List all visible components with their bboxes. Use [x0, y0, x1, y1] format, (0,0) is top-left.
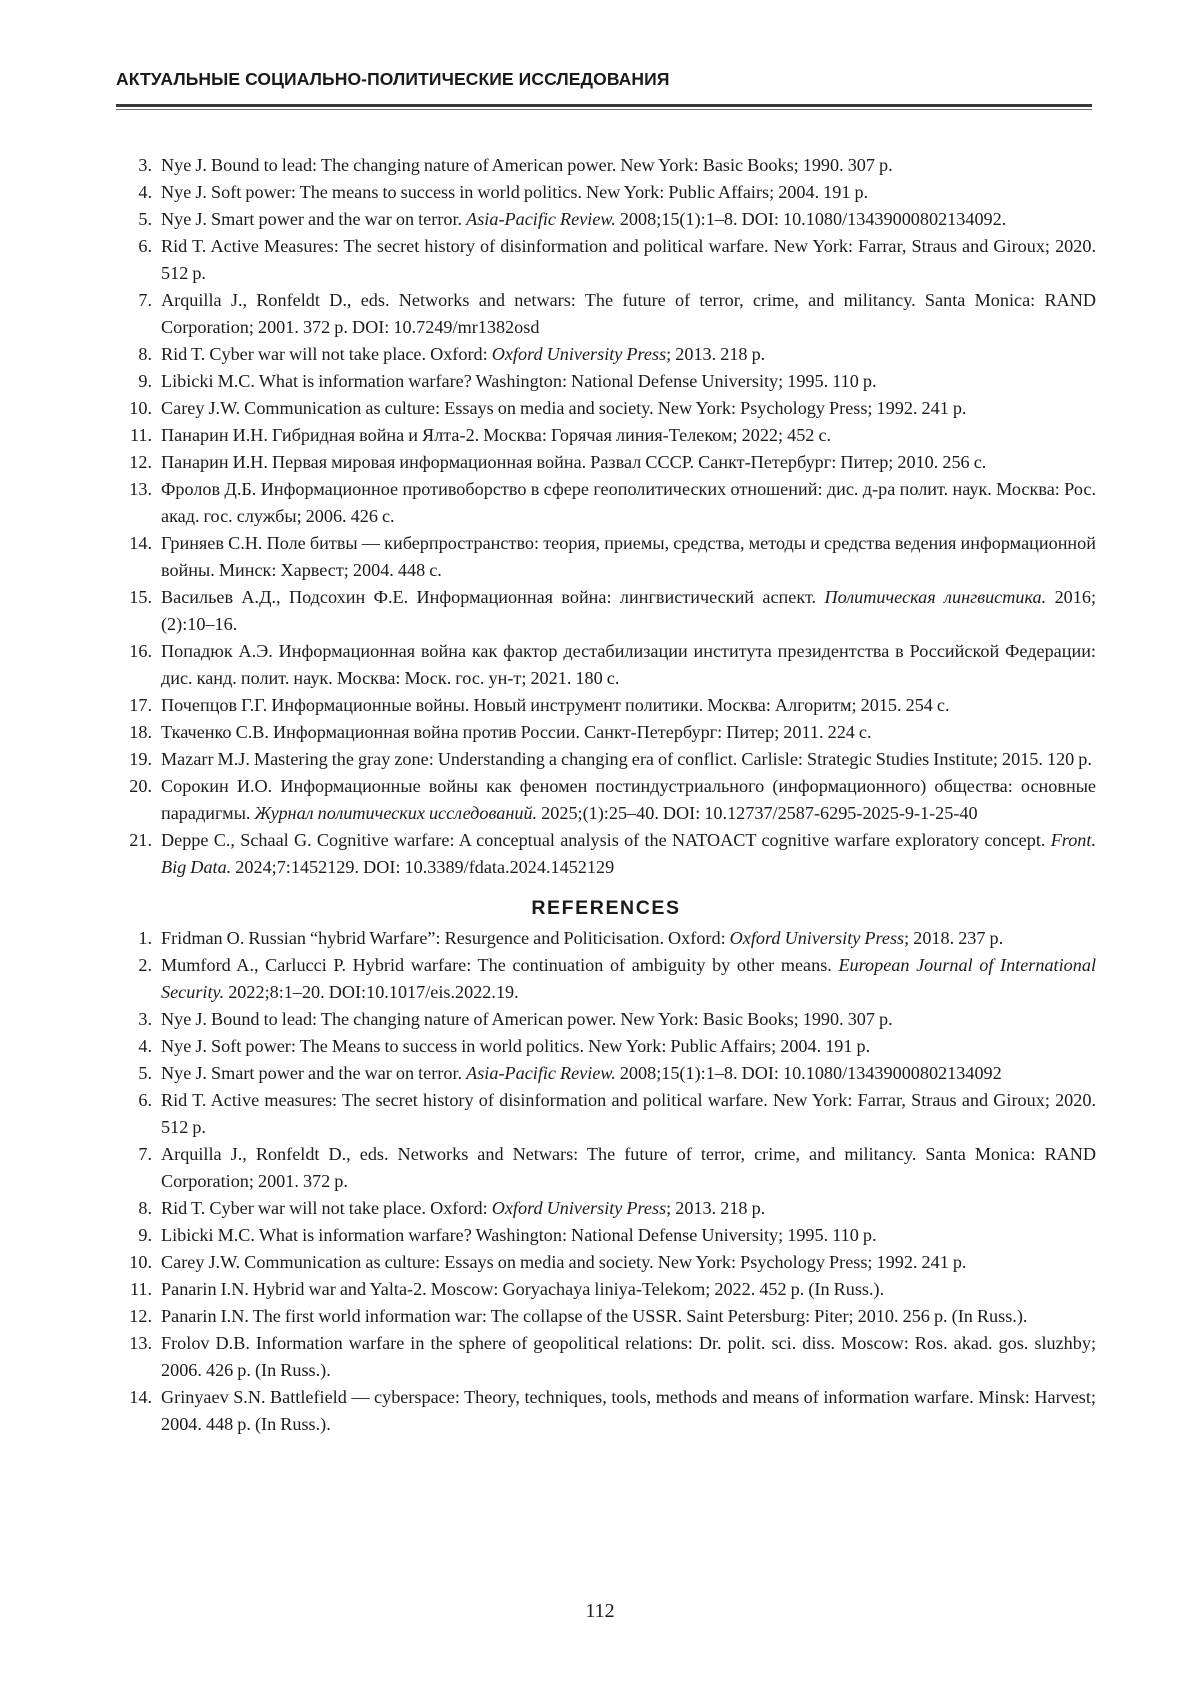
reference-text: Nye J. Bound to lead: The changing nature of American power. New York: Basic Books; 1990. 307 p.	[161, 155, 893, 175]
reference-text: 2024;7:1452129. DOI: 10.3389/fdata.2024.1452129	[231, 857, 614, 877]
reference-text: Carey J.W. Communication as culture: Essays on media and society. New York: Psychology Press; 1992. 241 p.	[161, 398, 966, 418]
reference-item	[116, 827, 1096, 881]
journal-title: АКТУАЛЬНЫЕ СОЦИАЛЬНО-ПОЛИТИЧЕСКИЕ ИССЛЕДОВАНИЯ	[116, 68, 1092, 90]
reference-text: ; 2013. 218 p.	[666, 1198, 765, 1218]
reference-text: Arquilla J., Ronfeldt D., eds. Networks and netwars: The future of terror, crime, and militancy. Santa Monica: RAND Corporation; 2001. 372 p. DOI: 10.7249/mr1382osd	[161, 290, 1096, 337]
reference-number: 19.	[116, 746, 152, 773]
reference-number: 15.	[116, 584, 152, 611]
reference-number: 7.	[116, 1141, 152, 1168]
reference-number: 13.	[116, 476, 152, 503]
reference-text: Попадюк А.Э. Информационная война как фактор дестабилизации института президентства в Российской Федерации: дис. канд. полит. наук. Москва: Моск. гос. ун-т; 2021. 180 с.	[161, 641, 1096, 688]
reference-text: ; 2018. 237 p.	[904, 928, 1003, 948]
reference-item	[116, 1141, 1096, 1195]
page-number: 112	[0, 1600, 1200, 1623]
reference-number: 14.	[116, 530, 152, 557]
reference-text: 2008;15(1):1–8. DOI: 10.1080/13439000802134092	[616, 1063, 1002, 1083]
reference-item	[116, 1195, 1096, 1222]
reference-text: 2016;(2):10–16.	[161, 587, 1096, 634]
reference-text: Rid T. Cyber war will not take place. Oxford:	[161, 1198, 492, 1218]
reference-number: 2.	[116, 952, 152, 979]
reference-source-title: Журнал политических исследований.	[255, 803, 538, 823]
reference-item	[116, 287, 1096, 341]
reference-number: 3.	[116, 1006, 152, 1033]
reference-item	[116, 1060, 1096, 1087]
reference-source-title: European Journal of International Security.	[161, 955, 1096, 1002]
reference-text: Rid T. Active measures: The secret history of disinformation and political warfare. New York: Farrar, Straus and Giroux; 2020. 512 p.	[161, 1090, 1096, 1137]
reference-text: Панарин И.Н. Гибридная война и Ялта-2. Москва: Горячая линия-Телеком; 2022; 452 с.	[161, 425, 831, 445]
header-rule-thin	[116, 109, 1092, 110]
reference-item	[116, 1384, 1096, 1438]
reference-number: 20.	[116, 773, 152, 800]
reference-item	[116, 368, 1096, 395]
reference-number: 21.	[116, 827, 152, 854]
reference-text: Почепцов Г.Г. Информационные войны. Новый инструмент политики. Москва: Алгоритм; 2015. 254 с.	[161, 695, 950, 715]
reference-item	[116, 449, 1096, 476]
reference-item	[116, 1330, 1096, 1384]
reference-number: 5.	[116, 1060, 152, 1087]
reference-item	[116, 1276, 1096, 1303]
reference-item	[116, 476, 1096, 530]
reference-number: 9.	[116, 1222, 152, 1249]
reference-number: 4.	[116, 179, 152, 206]
reference-source-title: Asia-Pacific Review.	[466, 209, 616, 229]
reference-item	[116, 584, 1096, 638]
reference-text: Васильев А.Д., Подсохин Ф.Е. Информационная война: лингвистический аспект.	[161, 587, 824, 607]
reference-item	[116, 1087, 1096, 1141]
reference-number: 11.	[116, 422, 152, 449]
reference-item	[116, 719, 1096, 746]
reference-item	[116, 952, 1096, 1006]
reference-number: 10.	[116, 1249, 152, 1276]
reference-item	[116, 206, 1096, 233]
reference-item	[116, 692, 1096, 719]
reference-source-title: Asia-Pacific Review.	[466, 1063, 616, 1083]
reference-number: 11.	[116, 1276, 152, 1303]
reference-item	[116, 1006, 1096, 1033]
reference-text: Arquilla J., Ronfeldt D., eds. Networks and Netwars: The future of terror, crime, and militancy. Santa Monica: RAND Corporation; 2001. 372 p.	[161, 1144, 1096, 1191]
reference-item	[116, 1222, 1096, 1249]
reference-number: 7.	[116, 287, 152, 314]
reference-text: Frolov D.B. Information warfare in the sphere of geopolitical relations: Dr. polit. sci. diss. Moscow: Ros. akad. gos. sluzhby; 2006. 426 p. (In Russ.).	[161, 1333, 1096, 1380]
reference-number: 1.	[116, 925, 152, 952]
reference-number: 5.	[116, 206, 152, 233]
reference-text: Сорокин И.О. Информационные войны как феномен постиндустриального (информационного) общества: основные парадигмы.	[161, 776, 1096, 823]
reference-text: Nye J. Smart power and the war on terror.	[161, 1063, 466, 1083]
reference-item	[116, 1033, 1096, 1060]
reference-number: 17.	[116, 692, 152, 719]
reference-text: 2022;8:1–20. DOI:10.1017/eis.2022.19.	[224, 982, 519, 1002]
reference-text: Rid T. Cyber war will not take place. Oxford:	[161, 344, 492, 364]
reference-source-title: Oxford University Press	[492, 344, 666, 364]
header-rule	[116, 104, 1092, 107]
reference-number: 6.	[116, 233, 152, 260]
reference-text: ; 2013. 218 p.	[666, 344, 765, 364]
reference-number: 16.	[116, 638, 152, 665]
reference-item	[116, 746, 1096, 773]
reference-number: 4.	[116, 1033, 152, 1060]
reference-text: Panarin I.N. The first world information war: The collapse of the USSR. Saint Petersburg: Piter; 2010. 256 p. (In Russ.).	[161, 1306, 1027, 1326]
reference-number: 8.	[116, 1195, 152, 1222]
reference-number: 3.	[116, 152, 152, 179]
reference-text: Mazarr M.J. Mastering the gray zone: Understanding a changing era of conflict. Carlisle: Strategic Studies Institute; 2015. 120 p.	[161, 749, 1092, 769]
reference-content	[116, 152, 1096, 1438]
reference-text: Nye J. Soft power: The means to success in world politics. New York: Public Affairs; 2004. 191 p.	[161, 182, 868, 202]
reference-item	[116, 638, 1096, 692]
reference-number: 14.	[116, 1384, 152, 1411]
reference-text: 2008;15(1):1–8. DOI: 10.1080/13439000802134092.	[616, 209, 1007, 229]
references-list	[116, 925, 1096, 1438]
reference-source-title: Oxford University Press	[730, 928, 904, 948]
reference-number: 12.	[116, 449, 152, 476]
reference-item	[116, 233, 1096, 287]
reference-item	[116, 1249, 1096, 1276]
reference-number: 8.	[116, 341, 152, 368]
reference-item	[116, 179, 1096, 206]
reference-item	[116, 422, 1096, 449]
reference-number: 12.	[116, 1303, 152, 1330]
reference-item	[116, 530, 1096, 584]
reference-text: Fridman O. Russian “hybrid Warfare”: Resurgence and Politicisation. Oxford:	[161, 928, 730, 948]
reference-text: Deppe C., Schaal G. Cognitive warfare: A conceptual analysis of the NATOACT cognitive warfare exploratory concept.	[161, 830, 1051, 850]
reference-text: Libicki M.C. What is information warfare? Washington: National Defense University; 1995. 110 p.	[161, 371, 877, 391]
reference-text: Nye J. Smart power and the war on terror.	[161, 209, 466, 229]
reference-text: Grinyaev S.N. Battlefield — cyberspace: Theory, techniques, tools, methods and means of information warfare. Minsk: Harvest; 2004. 448 p. (In Russ.).	[161, 1387, 1096, 1434]
reference-item	[116, 341, 1096, 368]
reference-number: 13.	[116, 1330, 152, 1357]
reference-text: Panarin I.N. Hybrid war and Yalta-2. Moscow: Goryachaya liniya-Telekom; 2022. 452 p. (In Russ.).	[161, 1279, 884, 1299]
reference-text: Фролов Д.Б. Информационное противоборство в сфере геополитических отношений: дис. д-ра полит. наук. Москва: Рос. акад. гос. службы; 2006. 426 с.	[161, 479, 1096, 526]
reference-item	[116, 395, 1096, 422]
reference-text: Nye J. Soft power: The Means to success in world politics. New York: Public Affairs; 2004. 191 p.	[161, 1036, 870, 1056]
reference-text: Панарин И.Н. Первая мировая информационная война. Развал СССР. Санкт-Петербург: Питер; 2010. 256 с.	[161, 452, 986, 472]
reference-item	[116, 773, 1096, 827]
running-header	[116, 68, 1092, 110]
reference-number: 6.	[116, 1087, 152, 1114]
reference-text: Ткаченко С.В. Информационная война против России. Санкт-Петербург: Питер; 2011. 224 с.	[161, 722, 872, 742]
reference-item	[116, 1303, 1096, 1330]
bibliography-list	[116, 152, 1096, 881]
reference-text: Nye J. Bound to lead: The changing nature of American power. New York: Basic Books; 1990. 307 p.	[161, 1009, 893, 1029]
reference-source-title: Oxford University Press	[492, 1198, 666, 1218]
reference-text: Rid T. Active Measures: The secret history of disinformation and political warfare. New York: Farrar, Straus and Giroux; 2020. 512 p.	[161, 236, 1096, 283]
reference-text: Гриняев С.Н. Поле битвы — киберпространство: теория, приемы, средства, методы и средства ведения информационной войны. Минск: Харвест; 2004. 448 с.	[161, 533, 1096, 580]
reference-number: 10.	[116, 395, 152, 422]
reference-text: 2025;(1):25–40. DOI: 10.12737/2587-6295-2025-9-1-25-40	[537, 803, 978, 823]
reference-text: Carey J.W. Communication as culture: Essays on media and society. New York: Psychology Press; 1992. 241 p.	[161, 1252, 966, 1272]
reference-text: Mumford A., Carlucci P. Hybrid warfare: The continuation of ambiguity by other means.	[161, 955, 838, 975]
reference-text: Libicki M.C. What is information warfare? Washington: National Defense University; 1995. 110 p.	[161, 1225, 877, 1245]
reference-item	[116, 152, 1096, 179]
reference-source-title: Политическая лингвистика.	[824, 587, 1046, 607]
reference-number: 9.	[116, 368, 152, 395]
reference-item	[116, 925, 1096, 952]
reference-number: 18.	[116, 719, 152, 746]
reference-source-title: Front. Big Data.	[161, 830, 1096, 877]
references-heading: REFERENCES	[116, 895, 1096, 922]
